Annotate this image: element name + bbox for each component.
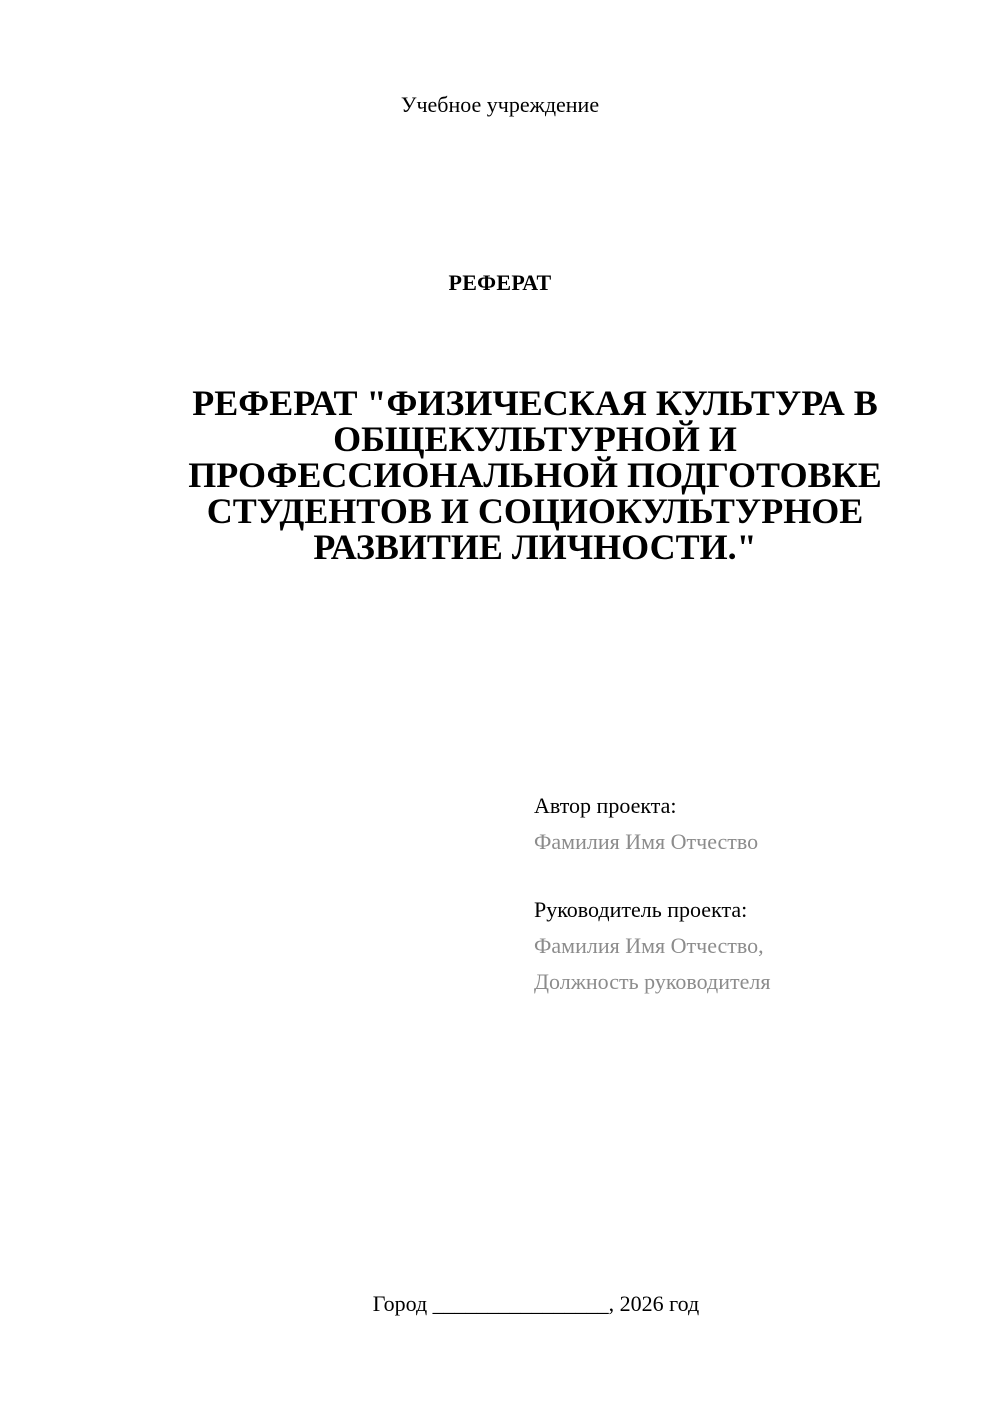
title-line: РЕФЕРАТ "ФИЗИЧЕСКАЯ КУЛЬТУРА В [192,383,878,423]
supervisor-position: Должность руководителя [534,969,771,994]
supervisor-label: Руководитель проекта: [534,897,748,922]
credits-block [534,788,964,1000]
author-label: Автор проекта: [534,793,677,818]
spacer [534,860,964,892]
title-line: ОБЩЕКУЛЬТУРНОЙ И [333,419,737,459]
title-line: ПРОФЕССИОНАЛЬНОЙ ПОДГОТОВКЕ [188,455,882,495]
institution-name: Учебное учреждение [400,92,600,117]
title-line: РАЗВИТИЕ ЛИЧНОСТИ." [313,527,757,567]
document-title [130,385,940,565]
document-type: РЕФЕРАТ [448,270,552,295]
supervisor-name: Фамилия Имя Отчество, [534,933,764,958]
title-line: СТУДЕНТОВ И СОЦИОКУЛЬТУРНОЕ [206,491,864,531]
author-name: Фамилия Имя Отчество [534,829,759,854]
city-year-footer: Город ________________, 2026 год [372,1291,700,1316]
